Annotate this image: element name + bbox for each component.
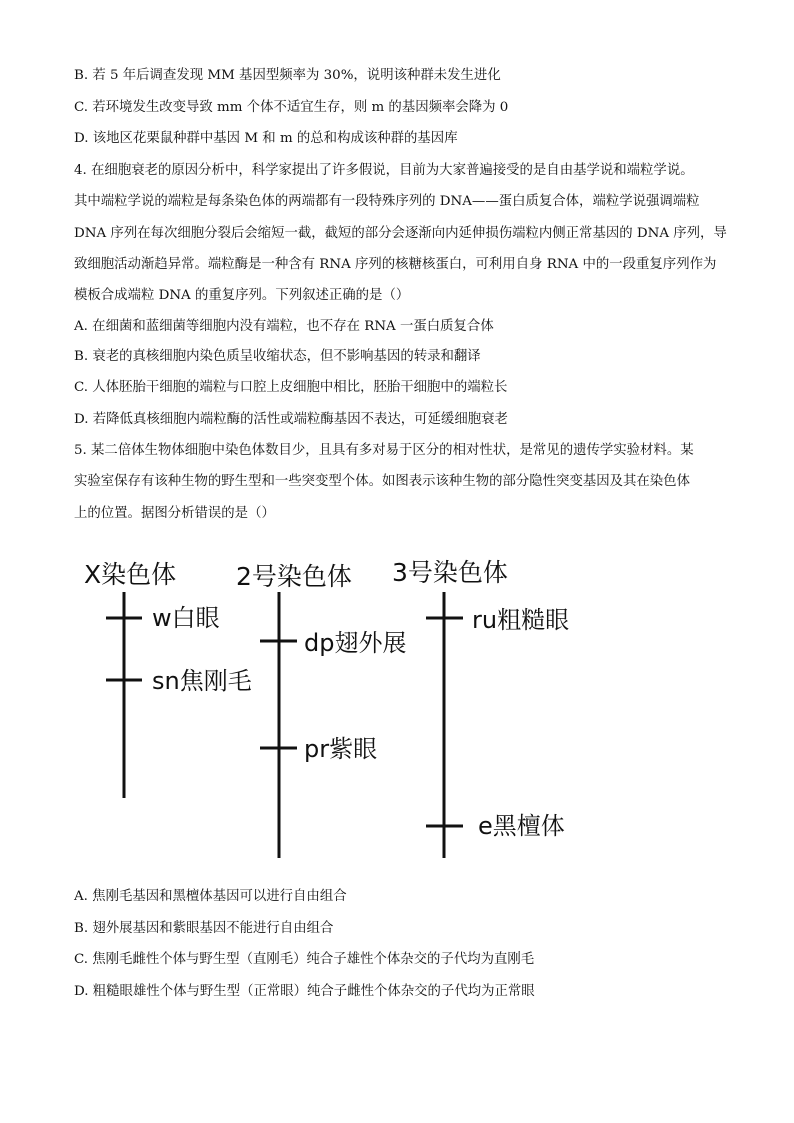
gene-label-w: w白眼 — [152, 604, 220, 632]
question-5-line-2: 实验室保存有该种生物的野生型和一些突变型个体。如图表示该种生物的部分隐性突变基因及其在染色体 — [74, 474, 690, 489]
option-5d: D. 粗糙眼雄性个体与野生型（正常眼）纯合子雌性个体杂交的子代均为正常眼 — [74, 984, 535, 999]
gene-label-e: e黑檀体 — [478, 812, 565, 840]
question-4-line-3: DNA 序列在每次细胞分裂后会缩短一截，截短的部分会逐渐向内延伸损伤端粒内侧正常基因的 DNA 序列，导 — [74, 226, 727, 241]
chromosome-x-title: X染色体 — [84, 560, 177, 589]
option-4a: A. 在细菌和蓝细菌等细胞内没有端粒，也不存在 RNA 一蛋白质复合体 — [74, 319, 494, 334]
option-3d: D. 该地区花栗鼠种群中基因 M 和 m 的总和构成该种群的基因库 — [74, 131, 458, 146]
option-4d: D. 若降低真核细胞内端粒酶的活性或端粒酶基因不表达，可延缓细胞衰老 — [74, 412, 508, 427]
option-4c: C. 人体胚胎干细胞的端粒与口腔上皮细胞中相比，胚胎干细胞中的端粒长 — [74, 380, 508, 395]
question-4-line-1: 4. 在细胞衰老的原因分析中，科学家提出了许多假说，目前为大家普遍接受的是自由基学说和端粒学说。 — [74, 163, 694, 178]
gene-label-pr: pr紫眼 — [304, 735, 378, 763]
chromosome-2-title: 2号染色体 — [236, 562, 352, 591]
question-4-line-5: 模板合成端粒 DNA 的重复序列。下列叙述正确的是（） — [74, 288, 410, 303]
gene-label-sn: sn焦刚毛 — [152, 667, 252, 695]
gene-label-ru: ru粗糙眼 — [472, 606, 570, 634]
question-4-line-2: 其中端粒学说的端粒是每条染色体的两端都有一段特殊序列的 DNA——蛋白质复合体，端粒学说强调端粒 — [74, 194, 700, 209]
option-4b: B. 衰老的真核细胞内染色质呈收缩状态，但不影响基因的转录和翻译 — [74, 349, 481, 364]
option-5b: B. 翅外展基因和紫眼基因不能进行自由组合 — [74, 921, 334, 936]
question-4-line-4: 致细胞活动渐趋异常。端粒酶是一种含有 RNA 序列的核糖核蛋白，可利用自身 RNA 中的一段重复序列作为 — [74, 257, 717, 272]
option-3c: C. 若环境发生改变导致 mm 个体不适宜生存，则 m 的基因频率会降为 0 — [74, 100, 509, 115]
option-5c: C. 焦刚毛雌性个体与野生型（直刚毛）纯合子雄性个体杂交的子代均为直刚毛 — [74, 952, 535, 967]
option-3b: B. 若 5 年后调查发现 MM 基因型频率为 30%，说明该种群未发生进化 — [74, 68, 501, 83]
chromosome-3-title: 3号染色体 — [392, 558, 508, 587]
question-5-line-1: 5. 某二倍体生物体细胞中染色体数目少，且具有多对易于区分的相对性状，是常见的遗传学实验材料。某 — [74, 443, 694, 458]
question-5-line-3: 上的位置。据图分析错误的是（） — [74, 506, 275, 521]
gene-label-dp: dp翅外展 — [304, 629, 407, 657]
chromosome-diagram — [70, 550, 610, 870]
option-5a: A. 焦刚毛基因和黑檀体基因可以进行自由组合 — [74, 889, 347, 904]
